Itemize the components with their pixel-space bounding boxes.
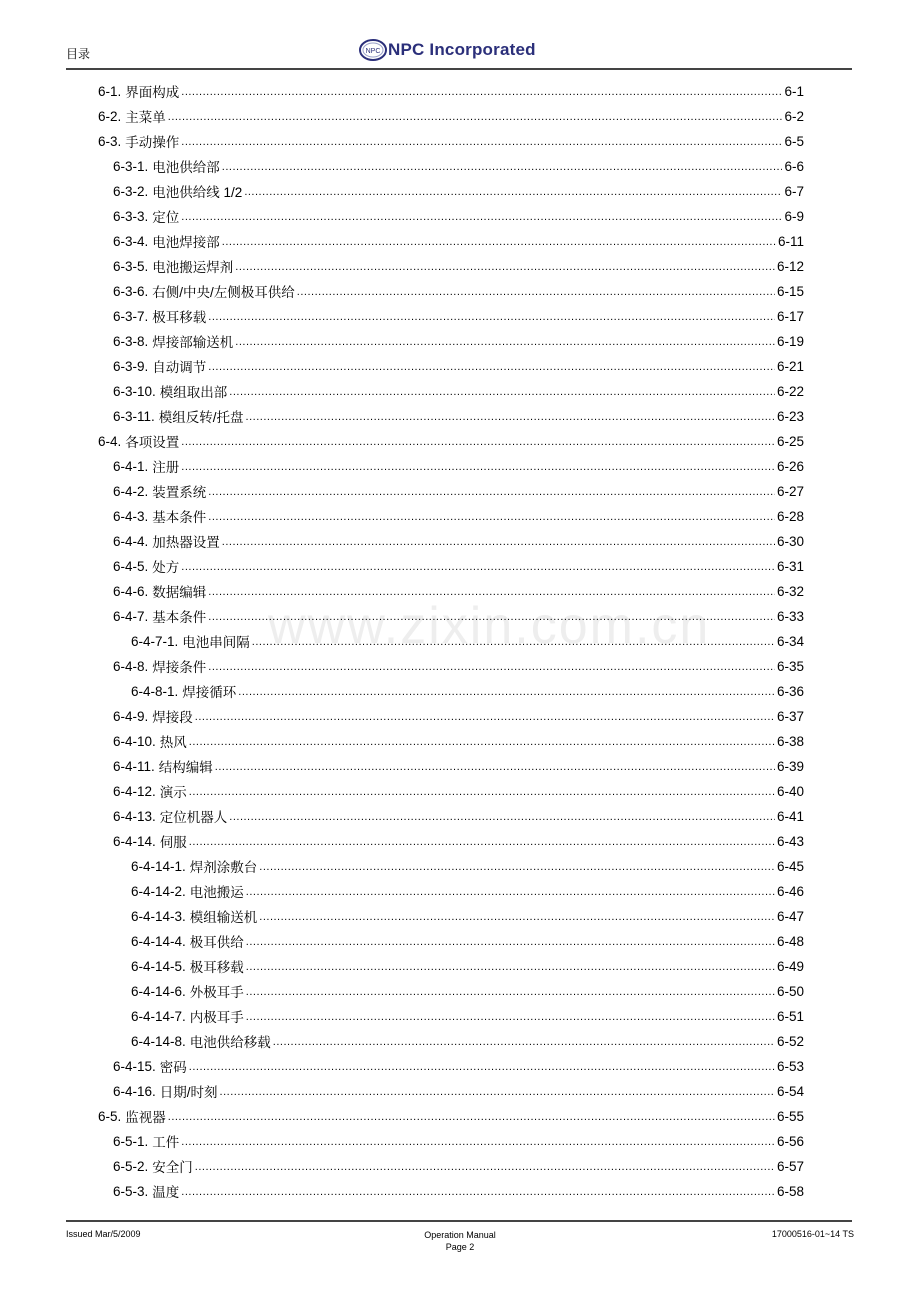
toc-entry[interactable] bbox=[131, 1029, 804, 1053]
toc-entry[interactable] bbox=[131, 879, 804, 903]
toc-leader-dots bbox=[252, 636, 775, 648]
toc-entry-number: 6-4-14-8. bbox=[131, 1033, 186, 1049]
toc-leader-dots bbox=[181, 136, 782, 148]
toc-leader-dots bbox=[246, 961, 775, 973]
toc-leader-dots bbox=[259, 911, 775, 923]
toc-entry-number: 6-3-1. bbox=[113, 158, 149, 174]
toc-entry-page: 6-25 bbox=[776, 433, 804, 449]
toc-entry[interactable] bbox=[113, 554, 804, 578]
toc-leader-dots bbox=[208, 361, 775, 373]
toc-entry-page: 6-38 bbox=[776, 733, 804, 749]
toc-entry-page: 6-51 bbox=[776, 1008, 804, 1024]
toc-entry-number: 6-5-2. bbox=[113, 1158, 149, 1174]
toc-entry-title: 演示 bbox=[159, 785, 187, 800]
toc-leader-dots bbox=[181, 86, 782, 98]
toc-entry-page: 6-1 bbox=[784, 83, 804, 99]
toc-leader-dots bbox=[181, 436, 775, 448]
toc-entry-title: 模组反转/托盘 bbox=[158, 410, 244, 425]
toc-entry-page: 6-15 bbox=[776, 283, 804, 299]
toc-leader-dots bbox=[181, 561, 775, 573]
toc-entry-number: 6-3-4. bbox=[113, 233, 149, 249]
toc-leader-dots bbox=[229, 386, 775, 398]
toc-entry-number: 6-4-8. bbox=[113, 658, 149, 674]
toc-leader-dots bbox=[189, 736, 775, 748]
toc-entry-number: 6-4-1. bbox=[113, 458, 149, 474]
toc-entry[interactable] bbox=[113, 1154, 804, 1178]
toc-entry-title: 电池供给移载 bbox=[189, 1035, 271, 1050]
toc-entry-number: 6-4-7. bbox=[113, 608, 149, 624]
toc-entry-title: 数据编辑 bbox=[152, 585, 207, 600]
toc-entry-title: 监视器 bbox=[125, 1110, 166, 1125]
toc-entry-title: 加热器设置 bbox=[152, 535, 220, 550]
toc-entry-page: 6-52 bbox=[776, 1033, 804, 1049]
toc-leader-dots bbox=[189, 786, 775, 798]
toc-entry-number: 6-2. bbox=[98, 108, 122, 124]
toc-leader-dots bbox=[238, 686, 775, 698]
toc-leader-dots bbox=[222, 161, 783, 173]
toc-entry-page: 6-50 bbox=[776, 983, 804, 999]
toc-entry[interactable] bbox=[113, 1129, 804, 1153]
toc-entry[interactable] bbox=[98, 79, 804, 103]
toc-entry-title: 极耳移载 bbox=[189, 960, 244, 975]
toc-entry-title: 基本条件 bbox=[152, 510, 207, 525]
toc-entry[interactable] bbox=[113, 279, 804, 303]
toc-entry-number: 6-3-7. bbox=[113, 308, 149, 324]
toc-entry-title: 基本条件 bbox=[152, 610, 207, 625]
toc-entry-number: 6-4-4. bbox=[113, 533, 149, 549]
toc-entry-title: 自动调节 bbox=[152, 360, 207, 375]
toc-entry-page: 6-54 bbox=[776, 1083, 804, 1099]
toc-entry-page: 6-40 bbox=[776, 783, 804, 799]
toc-entry-title: 安全门 bbox=[152, 1160, 193, 1175]
toc-entry[interactable] bbox=[113, 579, 804, 603]
toc-entry-number: 6-4-5. bbox=[113, 558, 149, 574]
footer-page-number: Page 2 bbox=[445, 1242, 475, 1252]
toc-entry-page: 6-58 bbox=[776, 1183, 804, 1199]
toc-entry-number: 6-5. bbox=[98, 1108, 122, 1124]
toc-entry-title: 电池串间隔 bbox=[182, 635, 250, 650]
toc-entry-page: 6-35 bbox=[776, 658, 804, 674]
toc-entry-number: 6-4-11. bbox=[113, 758, 155, 774]
toc-entry-page: 6-45 bbox=[776, 858, 804, 874]
toc-entry[interactable] bbox=[113, 504, 804, 528]
toc-entry-title: 右侧/中央/左侧极耳供给 bbox=[152, 285, 295, 300]
toc-leader-dots bbox=[220, 1086, 775, 1098]
toc-entry-title: 模组输送机 bbox=[189, 910, 258, 925]
footer-doc-id: 17000516-01~14 TS bbox=[771, 1229, 854, 1239]
toc-entry-title: 焊接段 bbox=[152, 710, 193, 725]
toc-entry-number: 6-4. bbox=[98, 433, 122, 449]
toc-entry-number: 6-4-14-6. bbox=[131, 983, 186, 999]
toc-entry-number: 6-4-9. bbox=[113, 708, 149, 724]
toc-leader-dots bbox=[246, 411, 775, 423]
toc-entry[interactable] bbox=[113, 304, 804, 328]
toc-leader-dots bbox=[195, 711, 775, 723]
toc-entry-title: 内极耳手 bbox=[189, 1010, 244, 1025]
toc-leader-dots bbox=[181, 1136, 775, 1148]
toc-entry-page: 6-41 bbox=[776, 808, 804, 824]
logo-text: NPC Incorporated bbox=[388, 40, 536, 59]
toc-entry-number: 6-4-16. bbox=[113, 1083, 156, 1099]
toc-leader-dots bbox=[189, 1061, 775, 1073]
toc-entry[interactable] bbox=[113, 829, 804, 853]
toc-entry-title: 电池搬运焊剂 bbox=[152, 260, 234, 275]
toc-entry-number: 6-1. bbox=[98, 83, 122, 99]
toc-entry[interactable] bbox=[113, 379, 804, 403]
toc-entry-number: 6-5-3. bbox=[113, 1183, 149, 1199]
toc-entry[interactable] bbox=[98, 429, 804, 453]
toc-entry-title: 热风 bbox=[159, 735, 187, 750]
toc-entry-number: 6-4-13. bbox=[113, 808, 156, 824]
toc-entry-number: 6-4-7-1. bbox=[131, 633, 179, 649]
toc-entry[interactable] bbox=[113, 454, 804, 478]
toc-entry-page: 6-11 bbox=[777, 233, 804, 249]
toc-entry[interactable] bbox=[131, 854, 804, 878]
toc-leader-dots bbox=[229, 811, 775, 823]
toc-leader-dots bbox=[246, 1011, 775, 1023]
toc-entry-number: 6-3-6. bbox=[113, 283, 149, 299]
toc-entry[interactable] bbox=[113, 179, 804, 203]
toc-leader-dots bbox=[168, 1111, 775, 1123]
toc-entry-title: 电池搬运 bbox=[189, 885, 244, 900]
toc-entry-title: 外极耳手 bbox=[189, 985, 244, 1000]
toc-entry[interactable] bbox=[113, 354, 804, 378]
toc-entry-title: 密码 bbox=[159, 1060, 187, 1075]
toc-entry-number: 6-3-9. bbox=[113, 358, 149, 374]
toc-entry-title: 焊剂涂敷台 bbox=[189, 860, 258, 875]
toc-entry[interactable] bbox=[98, 104, 804, 128]
toc-entry-title: 模组取出部 bbox=[159, 385, 228, 400]
toc-leader-dots bbox=[181, 211, 782, 223]
toc-entry[interactable] bbox=[113, 154, 804, 178]
toc-entry-page: 6-6 bbox=[784, 158, 804, 174]
toc-entry-page: 6-5 bbox=[784, 133, 804, 149]
toc-entry-page: 6-34 bbox=[776, 633, 804, 649]
toc-entry-page: 6-31 bbox=[776, 558, 804, 574]
toc-entry-page: 6-30 bbox=[776, 533, 804, 549]
toc-leader-dots bbox=[222, 536, 775, 548]
toc-entry-page: 6-26 bbox=[776, 458, 804, 474]
toc-leader-dots bbox=[208, 311, 775, 323]
toc-leader-dots bbox=[168, 111, 783, 123]
toc-entry[interactable] bbox=[131, 954, 804, 978]
toc-entry-page: 6-23 bbox=[776, 408, 804, 424]
toc-entry[interactable] bbox=[98, 129, 804, 153]
toc-entry-title: 界面构成 bbox=[125, 85, 180, 100]
toc-entry[interactable] bbox=[113, 804, 804, 828]
toc-leader-dots bbox=[208, 586, 775, 598]
toc-leader-dots bbox=[208, 511, 775, 523]
toc-entry-number: 6-4-14-1. bbox=[131, 858, 186, 874]
toc-leader-dots bbox=[246, 986, 775, 998]
toc-entry-title: 极耳移载 bbox=[152, 310, 207, 325]
toc-entry[interactable] bbox=[113, 604, 804, 628]
toc-leader-dots bbox=[195, 1161, 775, 1173]
toc-entry-title: 工件 bbox=[152, 1135, 180, 1150]
toc-entry[interactable] bbox=[113, 204, 804, 228]
company-logo bbox=[358, 36, 536, 64]
toc-entry-page: 6-32 bbox=[776, 583, 804, 599]
toc-entry-number: 6-4-12. bbox=[113, 783, 156, 799]
toc-leader-dots bbox=[208, 661, 775, 673]
toc-entry-page: 6-17 bbox=[776, 308, 804, 324]
toc-entry-title: 极耳供给 bbox=[189, 935, 244, 950]
toc-leader-dots bbox=[259, 861, 775, 873]
toc-entry-page: 6-37 bbox=[776, 708, 804, 724]
toc-entry[interactable] bbox=[113, 654, 804, 678]
toc-entry-title: 温度 bbox=[152, 1185, 180, 1200]
toc-entry-number: 6-3-10. bbox=[113, 383, 156, 399]
toc-entry[interactable] bbox=[113, 1079, 804, 1103]
toc-leader-dots bbox=[181, 1186, 775, 1198]
toc-entry-page: 6-9 bbox=[784, 208, 804, 224]
toc-leader-dots bbox=[297, 286, 775, 298]
toc-entry-title: 焊接循环 bbox=[182, 685, 237, 700]
toc-entry[interactable] bbox=[131, 929, 804, 953]
toc-entry-number: 6-4-15. bbox=[113, 1058, 156, 1074]
toc-entry-number: 6-3-8. bbox=[113, 333, 149, 349]
toc-entry-page: 6-56 bbox=[776, 1133, 804, 1149]
toc-leader-dots bbox=[246, 936, 775, 948]
toc-entry-page: 6-36 bbox=[776, 683, 804, 699]
toc-entry-number: 6-3-3. bbox=[113, 208, 149, 224]
toc-entry[interactable] bbox=[131, 979, 804, 1003]
watermark: www.zixin.com.cn bbox=[268, 597, 711, 655]
toc-entry[interactable] bbox=[131, 904, 804, 928]
toc-entry-number: 6-4-14-3. bbox=[131, 908, 186, 924]
toc-entry-title: 伺服 bbox=[159, 835, 187, 850]
toc-entry-title: 各项设置 bbox=[125, 435, 180, 450]
toc-leader-dots bbox=[189, 836, 775, 848]
toc-entry-number: 6-3-11. bbox=[113, 408, 155, 424]
toc-entry-page: 6-57 bbox=[776, 1158, 804, 1174]
toc-entry-number: 6-3. bbox=[98, 133, 122, 149]
toc-entry-page: 6-46 bbox=[776, 883, 804, 899]
header-divider bbox=[66, 68, 852, 70]
toc-entry-page: 6-7 bbox=[784, 183, 804, 199]
toc-entry-number: 6-4-14-7. bbox=[131, 1008, 186, 1024]
toc-leader-dots bbox=[222, 236, 776, 248]
toc-leader-dots bbox=[181, 461, 775, 473]
toc-entry-page: 6-19 bbox=[776, 333, 804, 349]
toc-entry-number: 6-3-2. bbox=[113, 183, 149, 199]
toc-entry[interactable] bbox=[113, 229, 804, 253]
toc-entry-number: 6-4-2. bbox=[113, 483, 149, 499]
toc-entry[interactable] bbox=[113, 704, 804, 728]
toc-entry-title: 手动操作 bbox=[125, 135, 180, 150]
toc-entry-page: 6-39 bbox=[776, 758, 804, 774]
toc-entry-title: 焊接部输送机 bbox=[152, 335, 234, 350]
toc-entry[interactable] bbox=[113, 404, 804, 428]
toc-entry-number: 6-4-14-2. bbox=[131, 883, 186, 899]
toc-entry-number: 6-4-8-1. bbox=[131, 683, 179, 699]
toc-entry-title: 电池供给部 bbox=[152, 160, 220, 175]
logo-badge-text: NPC bbox=[365, 48, 381, 55]
toc-leader-dots bbox=[273, 1036, 775, 1048]
toc-leader-dots bbox=[208, 486, 775, 498]
toc-entry-page: 6-2 bbox=[784, 108, 804, 124]
footer-manual-title: Operation Manual bbox=[424, 1230, 496, 1240]
toc-entry[interactable] bbox=[113, 479, 804, 503]
toc-entry-title: 定位 bbox=[152, 210, 180, 225]
toc-entry-page: 6-48 bbox=[776, 933, 804, 949]
toc-entry-number: 6-4-3. bbox=[113, 508, 149, 524]
header-section-label: 目录 bbox=[66, 47, 91, 61]
toc-entry-title: 结构编辑 bbox=[158, 760, 213, 775]
toc-entry[interactable] bbox=[131, 629, 804, 653]
toc-entry[interactable] bbox=[113, 254, 804, 278]
toc-entry[interactable] bbox=[113, 329, 804, 353]
toc-entry-title: 电池焊接部 bbox=[152, 235, 220, 250]
toc-entry-title: 处方 bbox=[152, 560, 180, 575]
toc-entry-title: 定位机器人 bbox=[159, 810, 228, 825]
toc-entry-page: 6-49 bbox=[776, 958, 804, 974]
toc-entry-number: 6-4-14-4. bbox=[131, 933, 186, 949]
toc-entry-page: 6-43 bbox=[776, 833, 804, 849]
toc-entry[interactable] bbox=[113, 779, 804, 803]
toc-entry[interactable] bbox=[113, 1179, 804, 1203]
npc-emblem-icon bbox=[358, 36, 390, 64]
toc-entry-title: 日期/时刻 bbox=[159, 1085, 218, 1100]
footer-divider bbox=[66, 1220, 852, 1222]
toc-entry-page: 6-12 bbox=[776, 258, 804, 274]
toc-entry-page: 6-53 bbox=[776, 1058, 804, 1074]
toc-leader-dots bbox=[215, 761, 775, 773]
toc-entry[interactable] bbox=[113, 1054, 804, 1078]
toc-entry-number: 6-4-14-5. bbox=[131, 958, 186, 974]
toc-leader-dots bbox=[246, 886, 775, 898]
toc-entry-page: 6-21 bbox=[776, 358, 804, 374]
toc-entry-page: 6-28 bbox=[776, 508, 804, 524]
footer-center bbox=[400, 1229, 520, 1253]
toc-entry[interactable] bbox=[131, 1004, 804, 1028]
toc-entry[interactable] bbox=[131, 679, 804, 703]
toc-leader-dots bbox=[208, 611, 775, 623]
toc-leader-dots bbox=[235, 261, 775, 273]
toc-entry-number: 6-5-1. bbox=[113, 1133, 149, 1149]
toc-entry-number: 6-3-5. bbox=[113, 258, 149, 274]
toc-entry-number: 6-4-14. bbox=[113, 833, 156, 849]
toc-entry[interactable] bbox=[98, 1104, 804, 1128]
toc-entry-page: 6-22 bbox=[776, 383, 804, 399]
toc-entry-page: 6-55 bbox=[776, 1108, 804, 1124]
toc-leader-dots bbox=[235, 336, 775, 348]
footer-issued-date: Issued Mar/5/2009 bbox=[66, 1229, 141, 1239]
toc-leader-dots bbox=[244, 186, 782, 198]
toc-entry-title: 焊接条件 bbox=[152, 660, 207, 675]
toc-entry-title: 装置系统 bbox=[152, 485, 207, 500]
toc-entry-title: 注册 bbox=[152, 460, 180, 475]
toc-entry-page: 6-47 bbox=[776, 908, 804, 924]
toc-entry[interactable] bbox=[113, 729, 804, 753]
toc-entry-title: 电池供给线 1/2 bbox=[152, 185, 243, 200]
toc-entry-title: 主菜单 bbox=[125, 110, 166, 125]
toc-entry-number: 6-4-10. bbox=[113, 733, 156, 749]
toc-entry[interactable] bbox=[113, 754, 804, 778]
toc-entry-page: 6-33 bbox=[776, 608, 804, 624]
toc-entry-number: 6-4-6. bbox=[113, 583, 149, 599]
toc-entry[interactable] bbox=[113, 529, 804, 553]
toc-entry-page: 6-27 bbox=[776, 483, 804, 499]
